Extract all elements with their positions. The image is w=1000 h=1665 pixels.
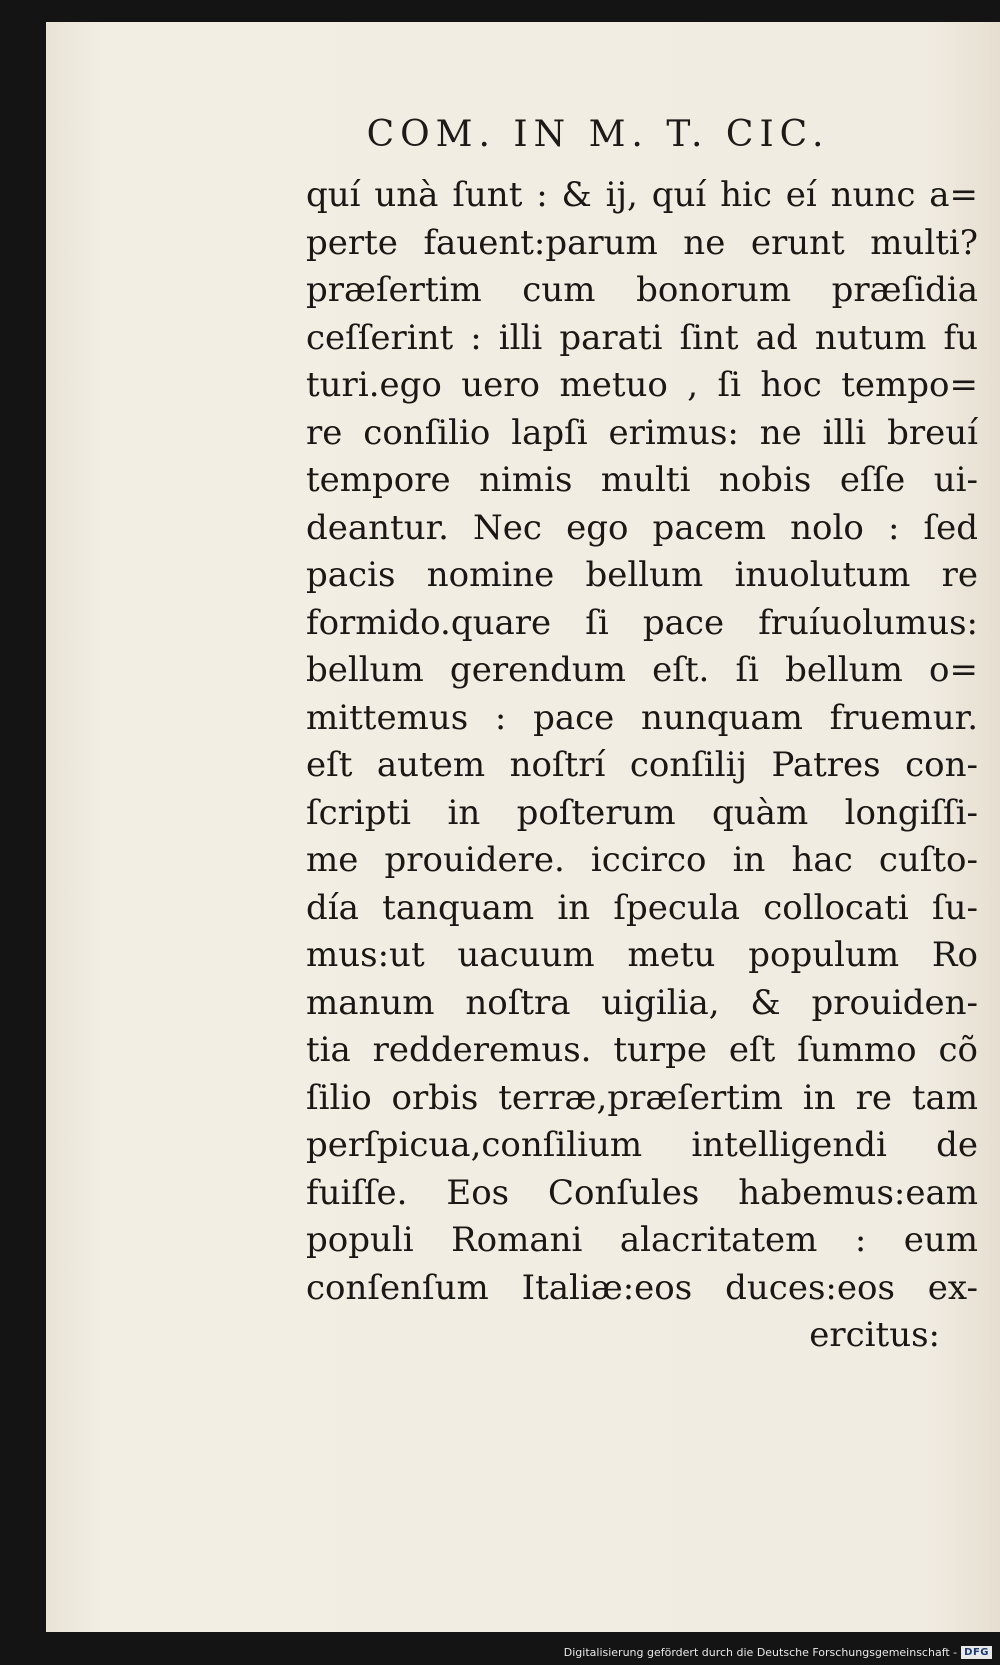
text-line: conſenſum Italiæ:eos duces:eos ex- [306, 1267, 978, 1308]
text-line: formido.quare ſi pace fruíuolumus: [306, 602, 978, 643]
text-line: quí unà ſunt : & ij, quí hic eí nunc a= [306, 175, 978, 215]
text-line: tia redderemus. turpe eſt ſummo cõ [306, 1030, 978, 1070]
text-line: eſt autem noſtrí conſilij Patres con- [306, 745, 978, 785]
catchword: ercitus: [809, 1315, 940, 1355]
text-line: fuiſſe. Eos Conſules habemus:eam [306, 1172, 978, 1213]
text-line: tempore nimis multi nobis eſſe ui- [306, 460, 978, 500]
text-line: præſertim cum bonorum præſidia [306, 270, 978, 310]
text-line: ſilio orbis terræ,præſertim in re tam [306, 1077, 978, 1118]
text-line: populi Romani alacritatem : eum [306, 1220, 978, 1260]
text-block [306, 172, 978, 1360]
running-head: COM. IN M. T. CIC. [366, 114, 830, 155]
text-line: perte fauent:parum ne erunt multi? [306, 222, 978, 263]
text-line: día tanquam in ſpecula collocati ſu- [306, 887, 978, 928]
text-line: manum noſtra uigilia, & prouiden- [306, 982, 978, 1023]
text-line: ceſſerint : illi parati ſint ad nutum fu [306, 317, 978, 358]
text-line: turi.ego uero metuo , ſi hoc tempo= [306, 365, 978, 405]
text-line: pacis nomine bellum inuolutum re [306, 555, 978, 595]
text-line: mus:ut uacuum metu populum Ro [306, 935, 978, 975]
digitization-credit [564, 1646, 992, 1659]
text-line: bellum gerendum eſt. ſi bellum o= [306, 650, 978, 690]
book-page [46, 22, 1000, 1632]
credit-text: Digitalisierung gefördert durch die Deutsche Forschungsgemeinschaft - [563, 1646, 958, 1659]
dfg-logo: DFG [961, 1646, 992, 1659]
text-line: deantur. Nec ego pacem nolo : ſed [306, 507, 978, 548]
text-line: re conſilio lapſi erimus: ne illi breuí [306, 412, 978, 453]
text-line: ſcripti in poſterum quàm longiſſi- [306, 792, 978, 833]
text-line: me prouidere. iccirco in hac cuſto- [306, 840, 978, 880]
text-line: mittemus : pace nunquam fruemur. [306, 697, 978, 738]
text-line: perſpicua,conſilium intelligendi de [306, 1125, 978, 1165]
